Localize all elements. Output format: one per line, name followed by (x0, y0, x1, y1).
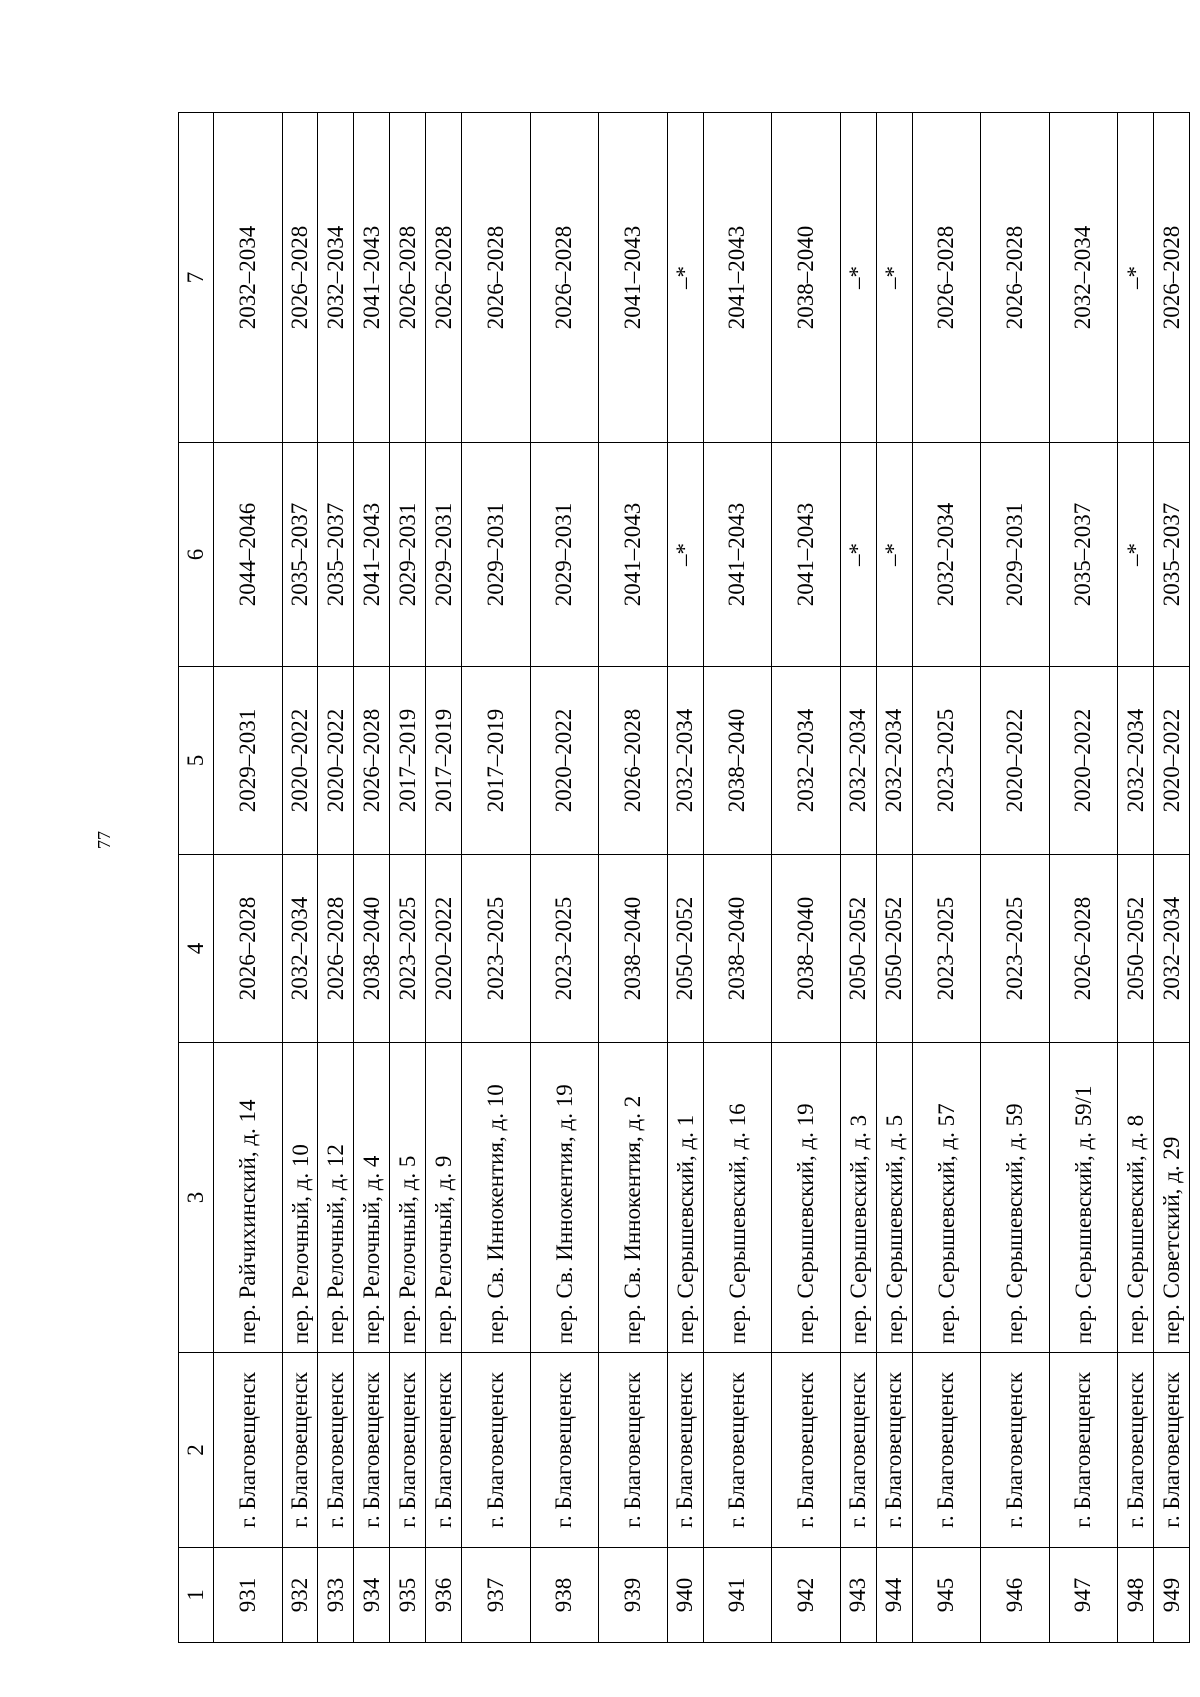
address-cell: пер. Серышевский, д. 19 (772, 1043, 841, 1353)
period-cell-col5: 2017–2019 (390, 667, 426, 855)
period-cell-col6: 2029–2031 (462, 443, 531, 667)
page-number: 77 (94, 831, 114, 849)
period-cell-col6: 2032–2034 (912, 443, 981, 667)
table-row (390, 113, 426, 1643)
period-cell-col4: 2038–2040 (703, 855, 772, 1043)
period-cell-col4: 2026–2028 (318, 855, 354, 1043)
period-cell-col7: 2032–2034 (318, 113, 354, 443)
table-row (667, 113, 703, 1643)
table-row (772, 113, 841, 1643)
locality-cell: г. Благовещенск (599, 1353, 668, 1548)
address-cell: пер. Серышевский, д. 8 (1118, 1043, 1154, 1353)
period-cell-col4: 2023–2025 (981, 855, 1050, 1043)
period-cell-col7: 2026–2028 (1154, 113, 1190, 443)
period-cell-col4: 2020–2022 (426, 855, 462, 1043)
table-row (1154, 113, 1190, 1643)
period-cell-col6: 2035–2037 (1049, 443, 1118, 667)
period-cell-col4: 2050–2052 (876, 855, 912, 1043)
row-number-cell: 936 (426, 1548, 462, 1643)
locality-cell: г. Благовещенск (1049, 1353, 1118, 1548)
period-cell-col5: 2026–2028 (599, 667, 668, 855)
period-cell-col6: –* (667, 443, 703, 667)
period-cell-col5: 2020–2022 (530, 667, 599, 855)
table-row (426, 113, 462, 1643)
period-cell-col4: 2038–2040 (354, 855, 390, 1043)
period-cell-col4: 2050–2052 (840, 855, 876, 1043)
row-number-cell: 947 (1049, 1548, 1118, 1643)
row-number-cell: 949 (1154, 1548, 1190, 1643)
period-cell-col7: –* (876, 113, 912, 443)
column-header: 6 (179, 443, 214, 667)
period-cell-col7: 2026–2028 (282, 113, 318, 443)
period-cell-col4: 2026–2028 (214, 855, 283, 1043)
row-number-cell: 948 (1118, 1548, 1154, 1643)
address-cell: пер. Серышевский, д. 5 (876, 1043, 912, 1353)
period-cell-col7: 2041–2043 (599, 113, 668, 443)
table-header (179, 113, 214, 1643)
address-cell: пер. Серышевский, д. 59/1 (1049, 1043, 1118, 1353)
locality-cell: г. Благовещенск (354, 1353, 390, 1548)
period-cell-col4: 2023–2025 (912, 855, 981, 1043)
column-header: 7 (179, 113, 214, 443)
period-cell-col5: 2026–2028 (354, 667, 390, 855)
address-cell: пер. Серышевский, д. 59 (981, 1043, 1050, 1353)
period-cell-col7: 2026–2028 (912, 113, 981, 443)
data-table (178, 112, 1190, 1643)
locality-cell: г. Благовещенск (530, 1353, 599, 1548)
row-number-cell: 934 (354, 1548, 390, 1643)
address-cell: пер. Св. Иннокентия, д. 19 (530, 1043, 599, 1353)
period-cell-col5: 2032–2034 (772, 667, 841, 855)
period-cell-col6: 2029–2031 (390, 443, 426, 667)
period-cell-col6: 2041–2043 (599, 443, 668, 667)
period-cell-col7: 2038–2040 (772, 113, 841, 443)
period-cell-col7: 2032–2034 (1049, 113, 1118, 443)
period-cell-col7: 2041–2043 (354, 113, 390, 443)
column-header: 4 (179, 855, 214, 1043)
address-cell: пер. Релочный, д. 10 (282, 1043, 318, 1353)
row-number-cell: 944 (876, 1548, 912, 1643)
address-cell: пер. Релочный, д. 4 (354, 1043, 390, 1353)
table-row (1049, 113, 1118, 1643)
row-number-cell: 941 (703, 1548, 772, 1643)
period-cell-col7: 2026–2028 (390, 113, 426, 443)
table-row (462, 113, 531, 1643)
period-cell-col7: 2026–2028 (426, 113, 462, 443)
row-number-cell: 939 (599, 1548, 668, 1643)
period-cell-col6: 2035–2037 (282, 443, 318, 667)
address-cell: пер. Райчихинский, д. 14 (214, 1043, 283, 1353)
address-cell: пер. Серышевский, д. 57 (912, 1043, 981, 1353)
period-cell-col5: 2038–2040 (703, 667, 772, 855)
table-row (214, 113, 283, 1643)
period-cell-col5: 2020–2022 (1049, 667, 1118, 855)
period-cell-col7: –* (1118, 113, 1154, 443)
table-body (214, 113, 1190, 1643)
locality-cell: г. Благовещенск (876, 1353, 912, 1548)
period-cell-col4: 2050–2052 (667, 855, 703, 1043)
address-cell: пер. Советский, д. 29 (1154, 1043, 1190, 1353)
row-number-cell: 937 (462, 1548, 531, 1643)
table-row (282, 113, 318, 1643)
table-row (318, 113, 354, 1643)
column-header: 3 (179, 1043, 214, 1353)
address-cell: пер. Релочный, д. 9 (426, 1043, 462, 1353)
row-number-cell: 938 (530, 1548, 599, 1643)
row-number-cell: 931 (214, 1548, 283, 1643)
table-row (530, 113, 599, 1643)
period-cell-col5: 2032–2034 (667, 667, 703, 855)
period-cell-col4: 2032–2034 (282, 855, 318, 1043)
period-cell-col4: 2038–2040 (772, 855, 841, 1043)
locality-cell: г. Благовещенск (912, 1353, 981, 1548)
period-cell-col7: –* (840, 113, 876, 443)
period-cell-col6: 2035–2037 (1154, 443, 1190, 667)
row-number-cell: 943 (840, 1548, 876, 1643)
address-cell: пер. Релочный, д. 5 (390, 1043, 426, 1353)
column-header: 1 (179, 1548, 214, 1643)
locality-cell: г. Благовещенск (390, 1353, 426, 1548)
period-cell-col4: 2023–2025 (390, 855, 426, 1043)
locality-cell: г. Благовещенск (1154, 1353, 1190, 1548)
table-container (178, 113, 1190, 1643)
period-cell-col4: 2023–2025 (530, 855, 599, 1043)
period-cell-col5: 2032–2034 (876, 667, 912, 855)
table-row (912, 113, 981, 1643)
locality-cell: г. Благовещенск (840, 1353, 876, 1548)
locality-cell: г. Благовещенск (462, 1353, 531, 1548)
address-cell: пер. Релочный, д. 12 (318, 1043, 354, 1353)
period-cell-col6: 2041–2043 (703, 443, 772, 667)
period-cell-col6: –* (1118, 443, 1154, 667)
period-cell-col6: 2044–2046 (214, 443, 283, 667)
column-header: 2 (179, 1353, 214, 1548)
period-cell-col6: 2041–2043 (354, 443, 390, 667)
locality-cell: г. Благовещенск (282, 1353, 318, 1548)
locality-cell: г. Благовещенск (214, 1353, 283, 1548)
period-cell-col6: 2029–2031 (981, 443, 1050, 667)
period-cell-col6: 2041–2043 (772, 443, 841, 667)
row-number-cell: 940 (667, 1548, 703, 1643)
period-cell-col7: 2041–2043 (703, 113, 772, 443)
period-cell-col7: 2026–2028 (530, 113, 599, 443)
locality-cell: г. Благовещенск (703, 1353, 772, 1548)
table-row (703, 113, 772, 1643)
column-header: 5 (179, 667, 214, 855)
period-cell-col5: 2032–2034 (1118, 667, 1154, 855)
period-cell-col4: 2038–2040 (599, 855, 668, 1043)
table-row (981, 113, 1050, 1643)
locality-cell: г. Благовещенск (426, 1353, 462, 1548)
period-cell-col5: 2020–2022 (282, 667, 318, 855)
locality-cell: г. Благовещенск (981, 1353, 1050, 1548)
period-cell-col5: 2023–2025 (912, 667, 981, 855)
period-cell-col4: 2050–2052 (1118, 855, 1154, 1043)
row-number-cell: 932 (282, 1548, 318, 1643)
period-cell-col4: 2032–2034 (1154, 855, 1190, 1043)
locality-cell: г. Благовещенск (772, 1353, 841, 1548)
period-cell-col7: 2026–2028 (981, 113, 1050, 443)
locality-cell: г. Благовещенск (318, 1353, 354, 1548)
row-number-cell: 946 (981, 1548, 1050, 1643)
locality-cell: г. Благовещенск (1118, 1353, 1154, 1548)
table-row (1118, 113, 1154, 1643)
address-cell: пер. Св. Иннокентия, д. 2 (599, 1043, 668, 1353)
address-cell: пер. Серышевский, д. 16 (703, 1043, 772, 1353)
row-number-cell: 942 (772, 1548, 841, 1643)
period-cell-col7: 2032–2034 (214, 113, 283, 443)
row-number-cell: 935 (390, 1548, 426, 1643)
period-cell-col5: 2029–2031 (214, 667, 283, 855)
period-cell-col5: 2032–2034 (840, 667, 876, 855)
period-cell-col5: 2020–2022 (318, 667, 354, 855)
row-number-cell: 945 (912, 1548, 981, 1643)
table-row (840, 113, 876, 1643)
period-cell-col4: 2026–2028 (1049, 855, 1118, 1043)
period-cell-col5: 2017–2019 (462, 667, 531, 855)
address-cell: пер. Серышевский, д. 3 (840, 1043, 876, 1353)
table-row (876, 113, 912, 1643)
period-cell-col4: 2023–2025 (462, 855, 531, 1043)
period-cell-col7: 2026–2028 (462, 113, 531, 443)
period-cell-col6: 2035–2037 (318, 443, 354, 667)
period-cell-col5: 2020–2022 (1154, 667, 1190, 855)
period-cell-col7: –* (667, 113, 703, 443)
period-cell-col6: 2029–2031 (530, 443, 599, 667)
address-cell: пер. Серышевский, д. 1 (667, 1043, 703, 1353)
row-number-cell: 933 (318, 1548, 354, 1643)
table-row (354, 113, 390, 1643)
period-cell-col5: 2020–2022 (981, 667, 1050, 855)
address-cell: пер. Св. Иннокентия, д. 10 (462, 1043, 531, 1353)
table-row (599, 113, 668, 1643)
period-cell-col6: –* (876, 443, 912, 667)
period-cell-col6: 2029–2031 (426, 443, 462, 667)
period-cell-col5: 2017–2019 (426, 667, 462, 855)
locality-cell: г. Благовещенск (667, 1353, 703, 1548)
header-row (179, 113, 214, 1643)
period-cell-col6: –* (840, 443, 876, 667)
